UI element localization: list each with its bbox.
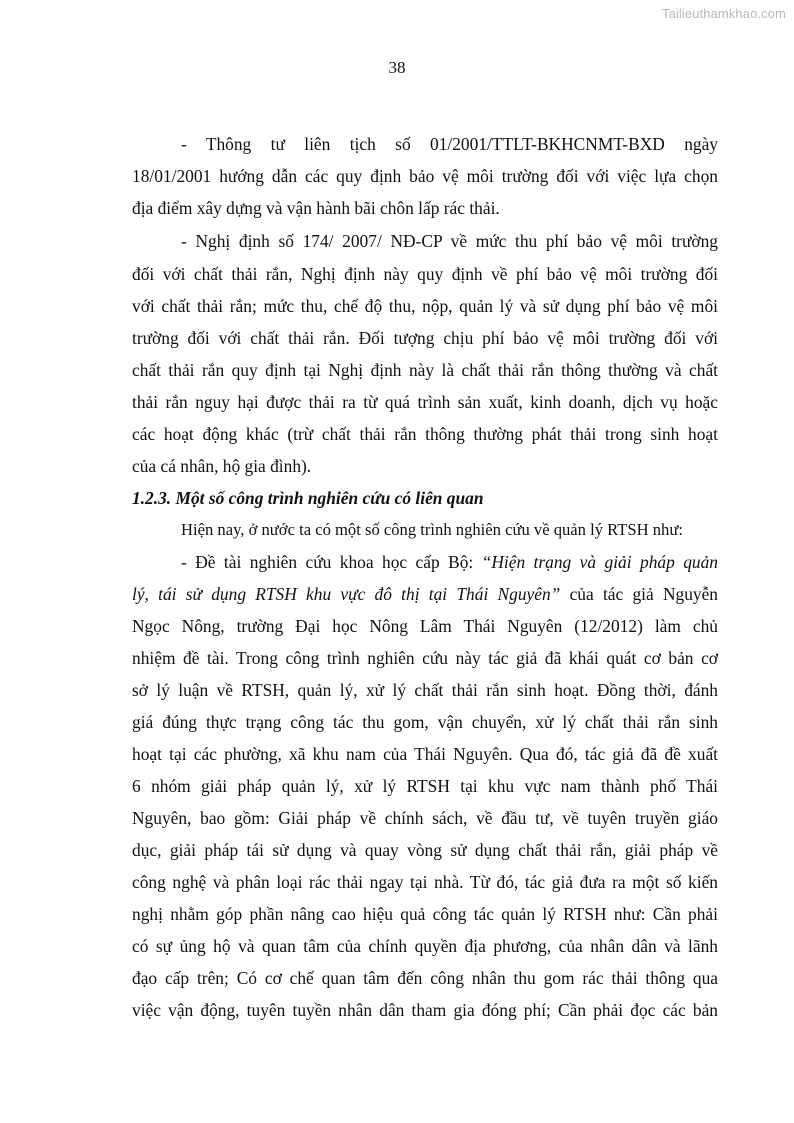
paragraph-line: các hoạt động khác (trừ chất thải rắn thông thường phát thải trong sinh hoạt — [132, 424, 718, 444]
project-title-text: lý, tái sử dụng RTSH khu vực đô thị tại Thái Nguyên” — [132, 584, 561, 604]
project-title-text: “Hiện trạng và giải pháp quản — [481, 552, 718, 572]
paragraph-line: nghị nhằm góp phần nâng cao hiệu quả công tác quản lý RTSH như: Cần phải — [132, 904, 718, 924]
paragraph-line: có sự ủng hộ và quan tâm của chính quyền địa phương, của nhân dân và lãnh — [132, 936, 718, 956]
paragraph-line: Ngọc Nông, trường Đại học Nông Lâm Thái Nguyên (12/2012) làm chủ — [132, 616, 718, 636]
project-intro-text: - Đề tài nghiên cứu khoa học cấp Bộ: — [181, 552, 482, 572]
paragraph-line: chất thải rắn quy định tại Nghị định này là chất thải rắn thông thường và chất — [132, 360, 718, 380]
project-title-line — [181, 551, 718, 573]
paragraph-line: sở lý luận về RTSH, quản lý, xử lý chất thải rắn sinh hoạt. Đồng thời, đánh — [132, 680, 718, 700]
paragraph-line: địa điểm xây dựng và vận hành bãi chôn lấp rác thải. — [132, 198, 500, 218]
paragraph-line: trường đối với chất thải rắn. Đối tượng chịu phí bảo vệ môi trường đối với — [132, 328, 718, 348]
watermark-text: Tailieuthamkhao.com — [661, 6, 786, 21]
paragraph-line: của cá nhân, hộ gia đình). — [132, 456, 312, 476]
paragraph-line: 6 nhóm giải pháp quản lý, xử lý RTSH tại khu vực nam thành phố Thái — [132, 776, 718, 796]
section-heading: 1.2.3. Một số công trình nghiên cứu có liên quan — [132, 488, 484, 508]
paragraph-line: hoạt tại các phường, xã khu nam của Thái Nguyên. Qua đó, tác giả đã đề xuất — [132, 744, 718, 764]
project-title-line — [132, 583, 718, 605]
paragraph-line: đối với chất thải rắn, Nghị định này quy định về phí bảo vệ môi trường đối — [132, 264, 718, 284]
paragraph-line: đạo cấp trên; Có cơ chế quan tâm đến công nhân thu gom rác thải thông qua — [132, 968, 718, 988]
paragraph-line: công nghệ và phân loại rác thải ngay tại nhà. Từ đó, tác giả đưa ra một số kiến — [132, 872, 718, 892]
paragraph-line: với chất thải rắn; mức thu, chế độ thu, nộp, quản lý và sử dụng phí bảo vệ môi — [132, 296, 718, 316]
paragraph-line: Hiện nay, ở nước ta có một số công trình nghiên cứu về quản lý RTSH như: — [181, 520, 683, 539]
paragraph-line: - Nghị định số 174/ 2007/ NĐ-CP về mức thu phí bảo vệ môi trường — [181, 231, 718, 251]
paragraph-line: việc vận động, tuyên tuyền nhân dân tham gia đóng phí; Cần phải đọc các bản — [132, 1000, 718, 1020]
paragraph-line: Nguyên, bao gồm: Giải pháp về chính sách, về đầu tư, về tuyên truyền giáo — [132, 808, 718, 828]
paragraph-line: 18/01/2001 hướng dẫn các quy định bảo vệ môi trường đối với việc lựa chọn — [132, 166, 718, 186]
paragraph-line: giá đúng thực trạng công tác thu gom, vận chuyển, xử lý chất thải rắn sinh — [132, 712, 718, 732]
paragraph-line: thải rắn nguy hại được thải ra từ quá trình sản xuất, kinh doanh, dịch vụ hoặc — [132, 392, 718, 412]
project-author-text: của tác giả Nguyễn — [560, 584, 718, 604]
paragraph-line: - Thông tư liên tịch số 01/2001/TTLT-BKHCNMT-BXD ngày — [181, 134, 718, 154]
paragraph-line: dục, giải pháp tái sử dụng và quay vòng sử dụng chất thải rắn, giải pháp về — [132, 840, 718, 860]
page-number: 38 — [388, 58, 406, 77]
paragraph-line: nhiệm đề tài. Trong công trình nghiên cứu này tác giả đã khái quát cơ bản cơ — [132, 648, 718, 668]
